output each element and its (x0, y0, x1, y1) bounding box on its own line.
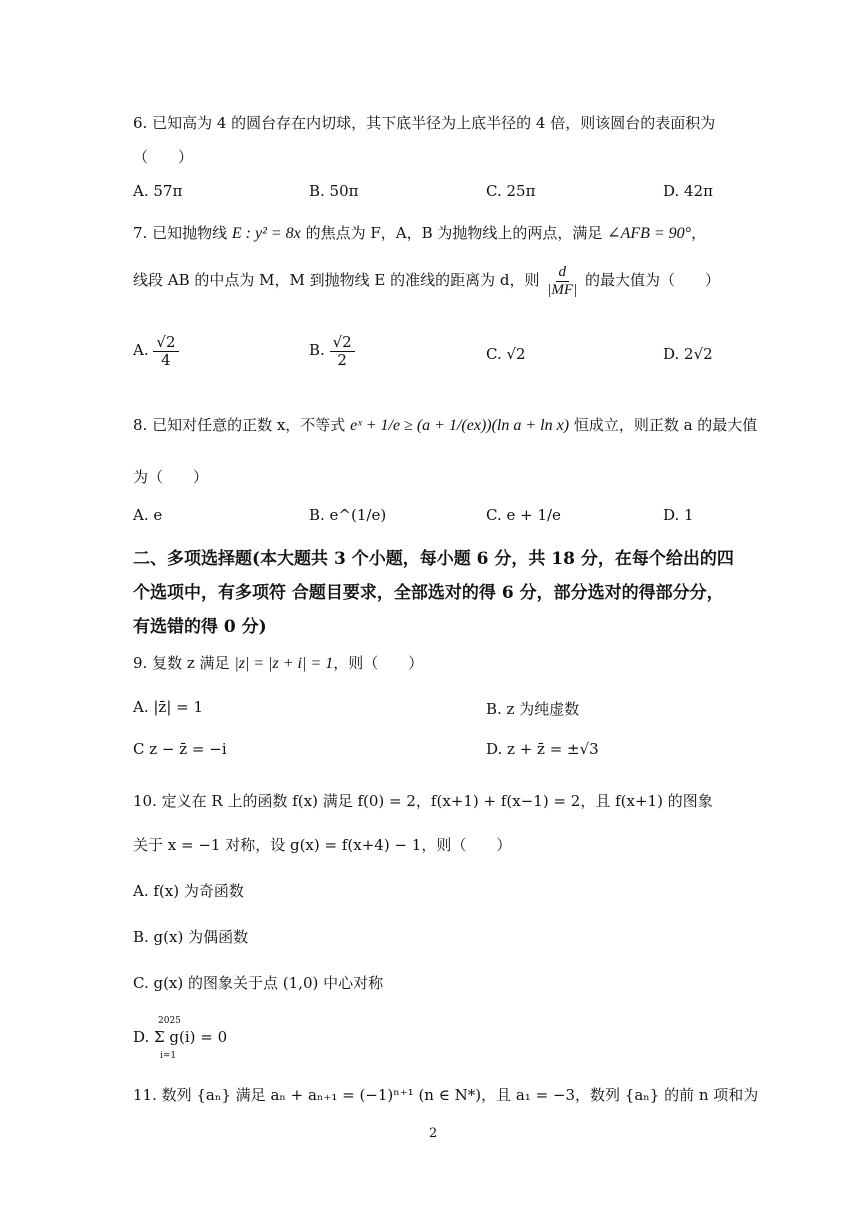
q8-option-a: A. e (133, 506, 163, 524)
q6-option-a: A. 57π (133, 182, 183, 200)
q6-option-c: C. 25π (486, 182, 536, 200)
q9-option-d: D. z + z̄ = ±√3 (486, 740, 599, 758)
q8-inequality: eˣ + 1/e ≥ (a + 1/(ex))(ln a + ln x) (350, 417, 570, 434)
q9-stem-b: ，则（ ） (333, 654, 424, 672)
q10-option-d: D. Σ g(i) = 0 (133, 1028, 228, 1046)
q10-option-c: C. g(x) 的图象关于点 (1,0) 中心对称 (133, 974, 384, 992)
q11-line1: 11. 数列 {aₙ} 满足 aₙ + aₙ₊₁ = (−1)ⁿ⁺¹ (n ∈ N*)，且 a₁ = −3，数列 {aₙ} 的前 n 项和为 (133, 1086, 759, 1104)
q7-option-d-value: 2√2 (684, 345, 713, 363)
q9-condition: |z| = |z + i| = 1 (234, 655, 334, 672)
q9-option-a: A. |z̄| = 1 (133, 698, 204, 716)
q10-line1: 10. 定义在 R 上的函数 f(x) 满足 f(0) = 2，f(x+1) + f(x−1) = 2，且 f(x+1) 的图象 (133, 792, 713, 810)
q7-option-b-label: B. (309, 341, 325, 359)
q8-line1-a: 8. 已知对任意的正数 x，不等式 (133, 416, 346, 434)
q9-stem-a: 9. 复数 z 满足 (133, 654, 230, 672)
section2-line2: 个选项中，有多项符 合题目要求，全部选对的得 6 分，部分选对的得部分分， (133, 583, 724, 603)
q10-option-a: A. f(x) 为奇函数 (133, 882, 244, 900)
q10-line2: 关于 x = −1 对称，设 g(x) = f(x+4) − 1，则（ ） (133, 836, 512, 854)
q8-line1-b: 恒成立，则正数 a 的最大值 (573, 416, 758, 434)
q6-paren: （ ） (133, 148, 194, 166)
q6-stem: 6. 已知高为 4 的圆台存在内切球，其下底半径为上底半径的 4 倍，则该圆台的表面积为 (133, 114, 716, 132)
q7-frac-den: |MF| (547, 281, 578, 298)
q7-option-a-label: A. (133, 341, 149, 359)
q7-line1-b: 的焦点为 F，A，B 为抛物线上的两点，满足 (305, 224, 603, 242)
q8-option-c: C. e + 1/e (486, 506, 561, 524)
q9-option-c: C z − z̄ = −i (133, 740, 227, 758)
q10-sum-bottom: i=1 (160, 1051, 177, 1061)
q7-option-a-frac (153, 334, 178, 368)
q7-option-a (133, 334, 179, 368)
page-number: 2 (429, 1126, 438, 1141)
q7-angle: ∠AFB = 90° (607, 225, 692, 242)
q10-option-b: B. g(x) 为偶函数 (133, 928, 249, 946)
section2-line3: 有选错的得 0 分) (133, 617, 267, 637)
q7-option-d (663, 345, 713, 363)
q8-line1 (133, 414, 757, 435)
q7-option-d-label: D. (663, 345, 680, 363)
q7-option-b-frac (330, 334, 355, 368)
q7-parabola: E : y² = 8x (231, 225, 301, 242)
q7-line1 (133, 222, 706, 243)
q7-option-a-num: √2 (153, 334, 178, 352)
q6-option-b: B. 50π (309, 182, 359, 200)
q7-option-c (486, 345, 526, 363)
q8-option-b: B. e^(1/e) (309, 506, 387, 524)
q7-option-c-label: C. (486, 345, 502, 363)
q7-line2-b: 的最大值为（ ） (584, 271, 720, 289)
q7-line1-c: ， (691, 224, 707, 242)
q10-sum-top: 2025 (158, 1016, 181, 1026)
q7-line2-a: 线段 AB 的中点为 M，M 到抛物线 E 的准线的距离为 d，则 (133, 271, 540, 289)
q6-option-d: D. 42π (663, 182, 713, 200)
q7-frac-num: d (556, 264, 570, 282)
q7-option-b-den: 2 (337, 350, 347, 369)
q8-line2: 为（ ） (133, 468, 209, 486)
q7-fraction (544, 264, 580, 298)
q7-line2 (133, 264, 720, 298)
q7-option-c-value: √2 (506, 345, 526, 363)
q8-option-d: D. 1 (663, 506, 694, 524)
q7-option-b-num: √2 (330, 334, 355, 352)
q7-line1-a: 7. 已知抛物线 (133, 224, 228, 242)
q9-stem (133, 652, 423, 673)
q7-option-a-den: 4 (161, 350, 171, 369)
section2-line1: 二、多项选择题(本大题共 3 个小题，每小题 6 分，共 18 分，在每个给出的四 (133, 549, 734, 569)
q9-option-b: B. z 为纯虚数 (486, 700, 580, 718)
q7-option-b (309, 334, 355, 368)
